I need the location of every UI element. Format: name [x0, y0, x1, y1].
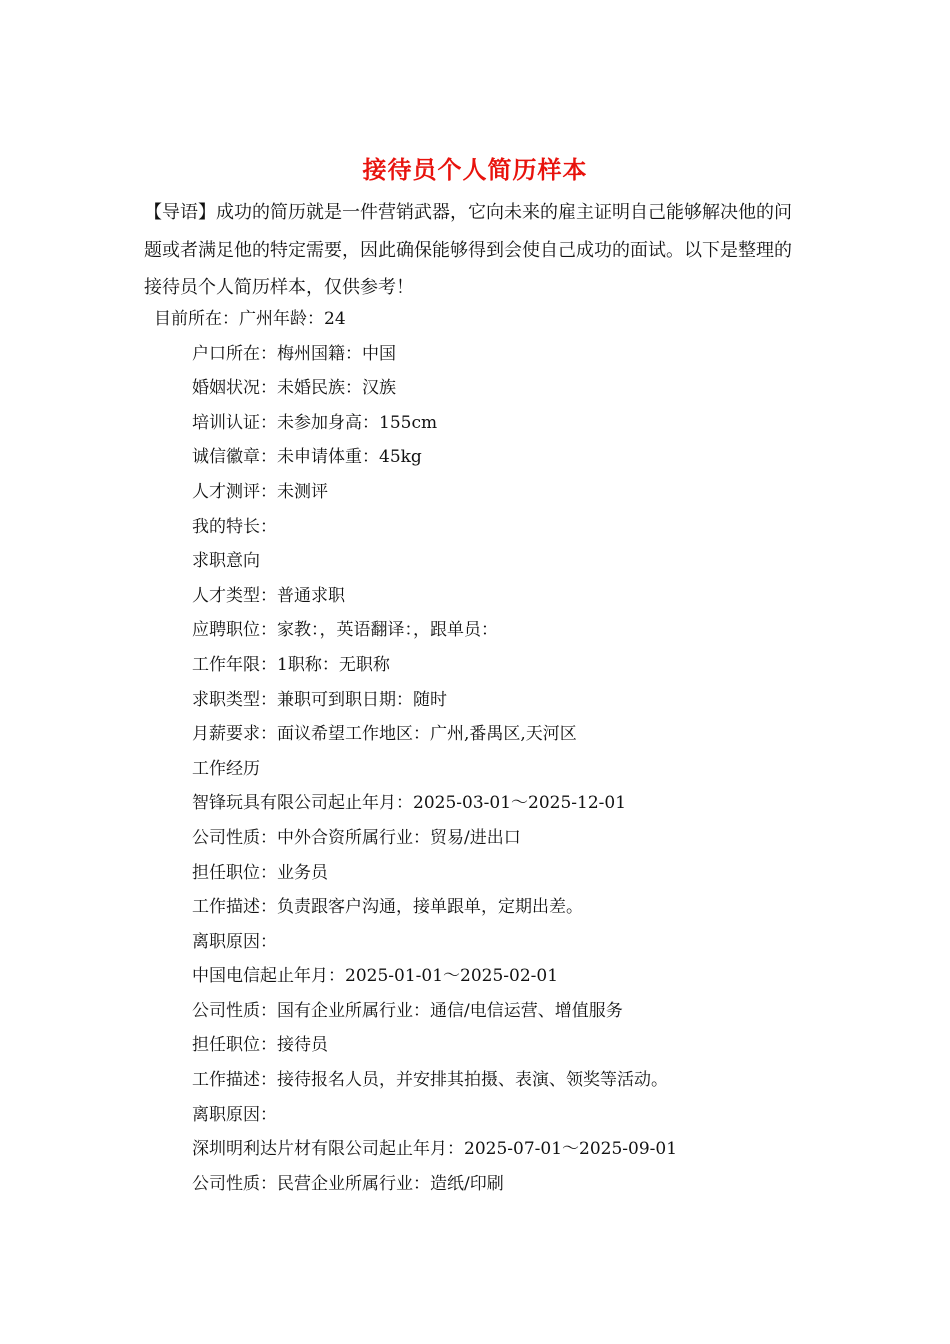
resume-line: 公司性质：中外合资所属行业：贸易/进出口 — [192, 827, 521, 848]
resume-line: 担任职位：业务员 — [192, 862, 328, 883]
resume-line: 离职原因： — [192, 1104, 277, 1125]
resume-line: 月薪要求：面议希望工作地区：广州,番禺区,天河区 — [192, 724, 577, 745]
resume-line: 培训认证：未参加身高：155cm — [192, 412, 438, 433]
resume-line: 公司性质：国有企业所属行业：通信/电信运营、增值服务 — [192, 1000, 623, 1021]
resume-line: 离职原因： — [192, 931, 277, 952]
resume-line: 中国电信起止年月：2025-01-01～2025-02-01 — [192, 966, 559, 987]
intro-paragraph: 【导语】成功的简历就是一件营销武器，它向未来的雇主证明自己能够解决他的问题或者满足他的特定需要，因此确保能够得到会使自己成功的面试。以下是整理的接待员个人简历样本，仅供参考！ — [144, 202, 792, 298]
resume-line: 我的特长： — [192, 516, 277, 537]
resume-line: 诚信徽章：未申请体重：45kg — [192, 447, 422, 468]
resume-line: 户口所在：梅州国籍：中国 — [192, 343, 396, 364]
resume-line: 工作年限：1职称：无职称 — [192, 654, 390, 675]
resume-line: 婚姻状况：未婚民族：汉族 — [192, 378, 396, 399]
section-heading: 求职意向 — [192, 551, 260, 572]
resume-line: 人才测评：未测评 — [192, 481, 328, 502]
resume-line: 工作描述：接待报名人员，并安排其拍摄、表演、领奖等活动。 — [192, 1070, 668, 1091]
resume-line: 担任职位：接待员 — [192, 1035, 328, 1056]
resume-lines — [0, 302, 950, 1201]
resume-line: 求职类型：兼职可到职日期：随时 — [192, 689, 447, 710]
document-title: 接待员个人简历样本 — [362, 155, 588, 184]
resume-line: 深圳明利达片材有限公司起止年月：2025-07-01～2025-09-01 — [192, 1139, 678, 1160]
resume-line: 公司性质：民营企业所属行业：造纸/印刷 — [192, 1173, 504, 1194]
section-heading: 工作经历 — [192, 758, 260, 779]
resume-line: 智锋玩具有限公司起止年月：2025-03-01～2025-12-01 — [192, 793, 627, 814]
resume-line: 目前所在：广州年龄：24 — [154, 309, 346, 329]
resume-line: 工作描述：负责跟客户沟通，接单跟单，定期出差。 — [192, 897, 583, 918]
resume-line: 应聘职位：家教：，英语翻译：，跟单员： — [192, 620, 498, 641]
resume-line: 人才类型：普通求职 — [192, 585, 345, 606]
